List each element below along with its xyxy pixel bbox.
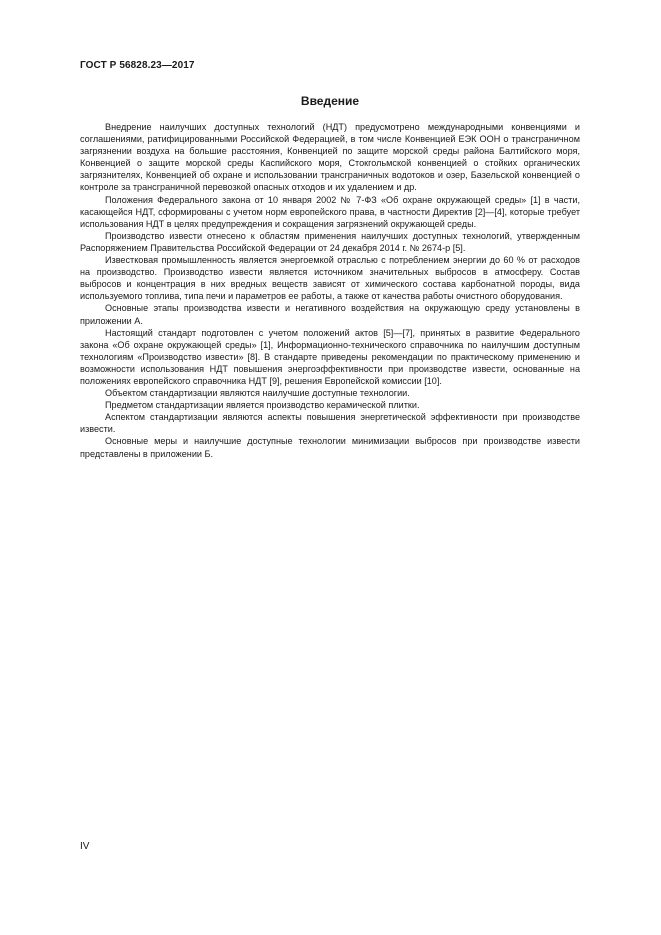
introduction-body: [80, 121, 580, 460]
page-number: IV: [80, 841, 90, 852]
section-title: Введение: [300, 94, 360, 108]
paragraph-object: Объектом стандартизации являются наилучшие доступные технологии.: [105, 388, 410, 399]
paragraph-subject: Предметом стандартизации является производство керамической плитки.: [105, 400, 420, 411]
paragraph-conventions: Внедрение наилучших доступных технологий (НДТ) предусмотрено международными конвенциями и соглашениями, ратифицированными Российской Федерацией, в том числе Конвенцией ЕЭК ООН о трансграничном загрязнении воздуха на большие расстояния, Конвенцией по защите морской среды района Балтийского моря, Конвенцией о защите морской среды Каспийского моря, Стокгольмской конвенцией о стойких органических загрязнителях, Конвенцией об охране и использовании трансграничных водотоков и озер, Базельской конвенцией о контроле за трансграничной перевозкой опасных отходов и их удалением и др.: [80, 122, 580, 193]
paragraph-federal-law: Положения Федерального закона от 10 января 2002 № 7-ФЗ «Об охране окружающей среды» [1] в части, касающейся НДТ, сформированы с учетом норм европейского права, в частности Директив [2]—[4], которые требует использования НДТ в целях предупреждения и сокращения загрязнений окружающей среды.: [80, 194, 580, 229]
paragraph-appendix-a: Основные этапы производства извести и негативного воздействия на окружающую среду установлены в приложении А.: [80, 303, 580, 326]
standard-designation: ГОСТ Р 56828.23—2017: [80, 60, 195, 71]
paragraph-ndt-areas: Производство извести отнесено к областям применения наилучших доступных технологий, утвержденным Распоряжением Правительства Российской Федерации от 24 декабря 2014 г. № 2674-р [5].: [80, 230, 580, 253]
paragraph-lime-industry: Известковая промышленность является энергоемкой отраслью с потреблением энергии до 60 % от расходов на производство. Производство извести является источником значительных выбросов в атмосферу. Состав выбросов и концентрация в них вредных веществ зависят от химического состава карбонатной породы, вида используемого топлива, типа печи и параметров ее работы, а также от качества работы очистного оборудования.: [80, 255, 580, 302]
paragraph-aspect: Аспектом стандартизации являются аспекты повышения энергетической эффективности при производстве извести.: [80, 412, 580, 435]
paragraph-standard-basis: Настоящий стандарт подготовлен с учетом положений актов [5]—[7], принятых в развитие Федерального закона «Об охране окружающей среды» [1], Информационно-технического справочника по наилучшим доступным технологиям «Производство извести» [8]. В стандарте приведены рекомендации по практическому применению и возможности использования НДТ повышения энергоэффективности при производстве извести, основанные на положениях европейского справочника НДТ [9], решения Европейской комиссии [10].: [80, 327, 580, 386]
paragraph-appendix-b: Основные меры и наилучшие доступные технологии минимизации выбросов при производстве извести представлены в приложении Б.: [80, 436, 580, 459]
